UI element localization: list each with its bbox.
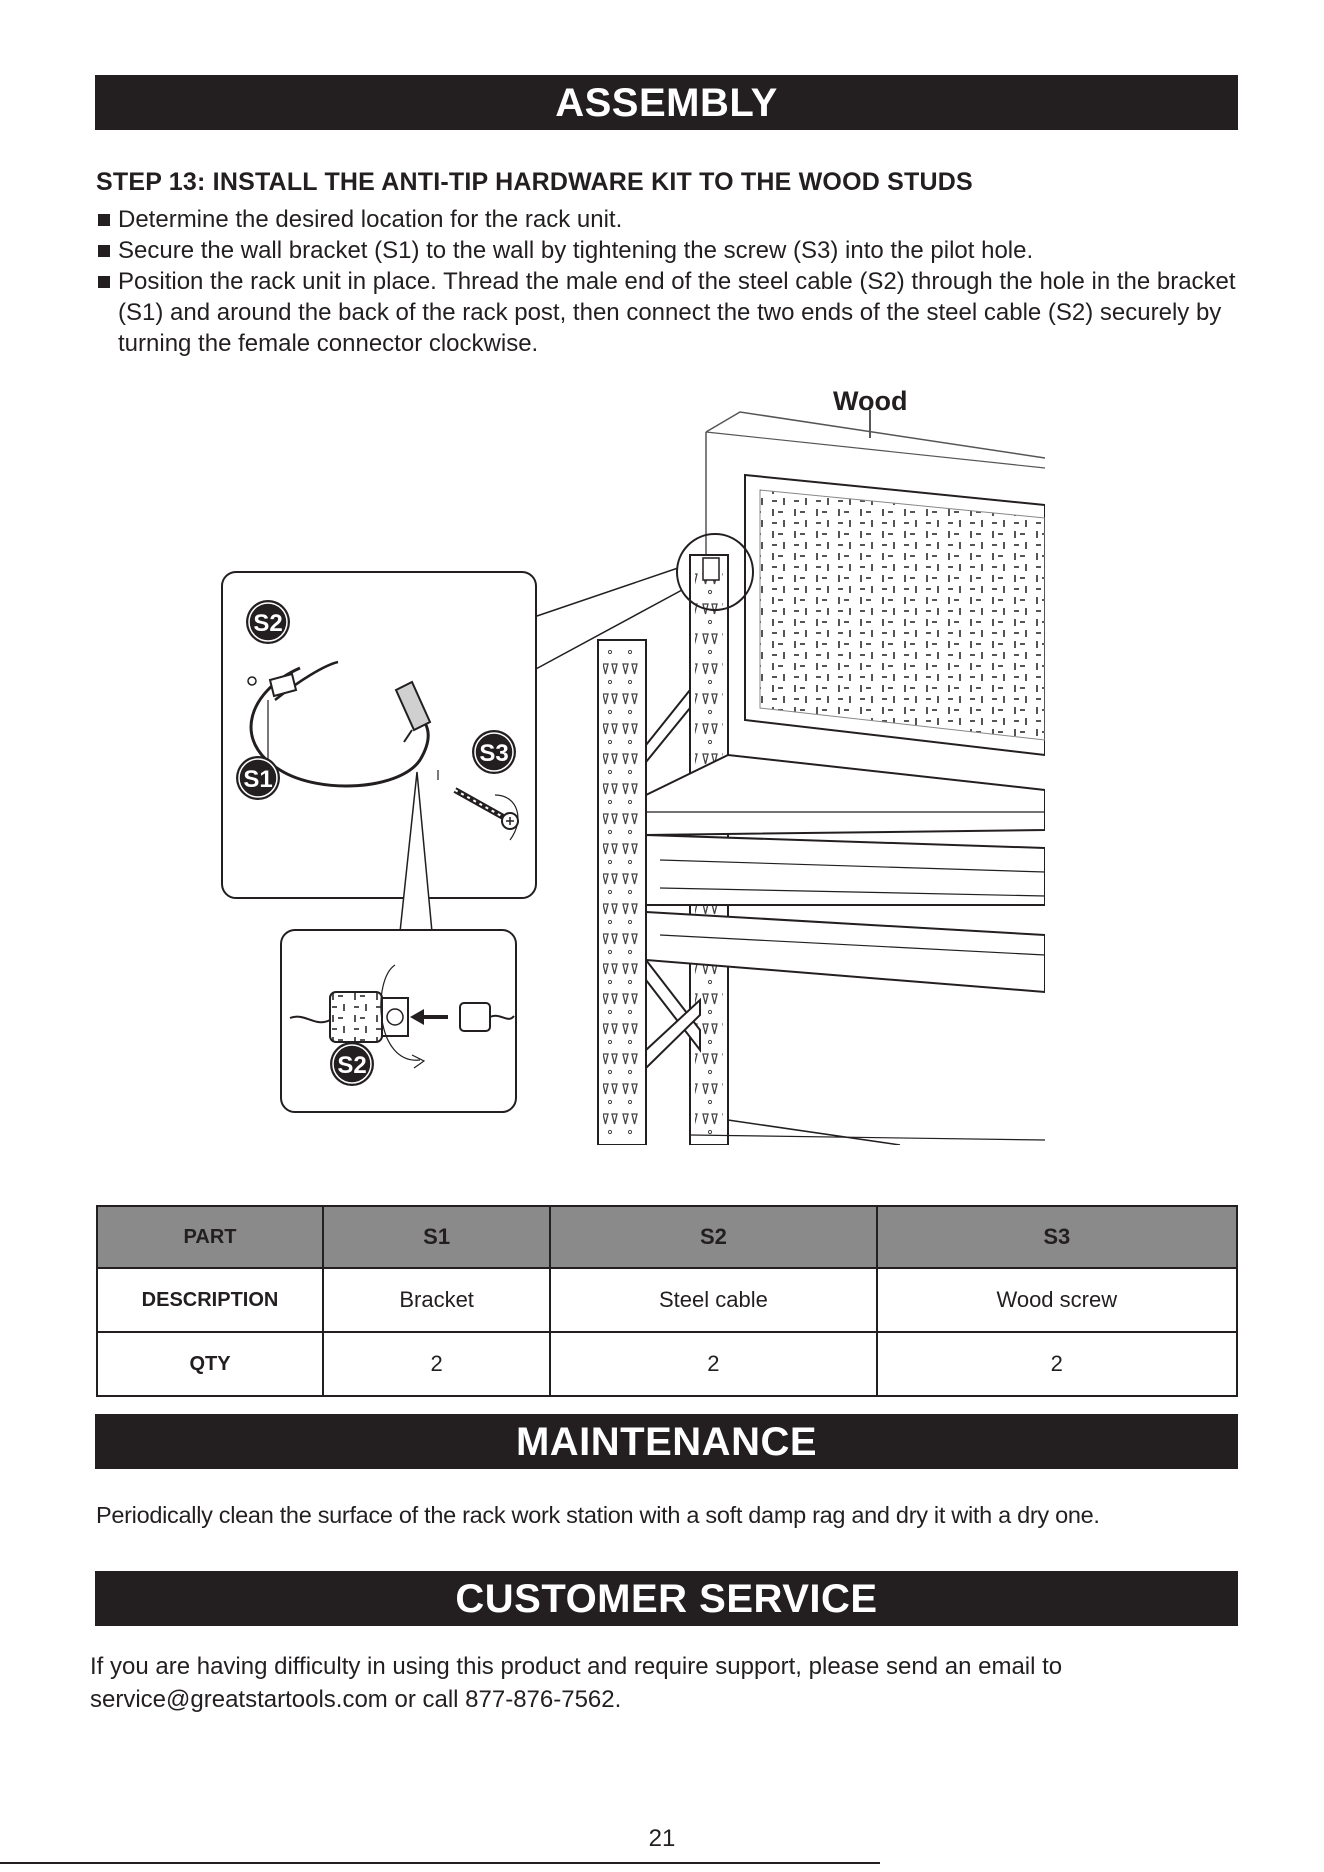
badge-s3 <box>472 730 516 774</box>
instruction-text: Determine the desired location for the rack unit. <box>118 206 623 233</box>
table-header-cell: S3 <box>877 1206 1237 1268</box>
table-cell: 2 <box>550 1332 876 1396</box>
badge-label: S2 <box>337 1052 367 1079</box>
table-cell: 2 <box>323 1332 550 1396</box>
table-row <box>97 1332 1237 1396</box>
parts-table <box>96 1205 1238 1397</box>
table-cell: Bracket <box>323 1268 550 1332</box>
assembly-banner: ASSEMBLY <box>95 75 1238 130</box>
badge-s2-top <box>246 600 290 644</box>
table-cell: Wood screw <box>877 1268 1237 1332</box>
customer-service-text: If you are having difficulty in using this product and require support, please send an email to service@greatstartools.com or call 877-876-7562. <box>90 1653 1063 1713</box>
table-row-label: DESCRIPTION <box>97 1268 323 1332</box>
table-row <box>97 1268 1237 1332</box>
connector-detail-callout <box>281 930 516 1112</box>
badge-s2-bottom <box>330 1042 374 1086</box>
table-header-cell: S1 <box>323 1206 550 1268</box>
badge-label: S3 <box>479 740 509 767</box>
badge-label: S1 <box>243 766 273 793</box>
step-title: STEP 13: INSTALL THE ANTI-TIP HARDWARE KIT TO THE WOOD STUDS <box>96 168 973 196</box>
bottom-rule <box>0 1862 880 1864</box>
page-number: 21 <box>648 1825 676 1852</box>
table-header-cell: PART <box>97 1206 323 1268</box>
instruction-text: Position the rack unit in place. Thread the male end of the steel cable (S2) through the hole in the bracket (S1) and around the back of the rack post, then connect the two ends of the steel cable (S2) securely by turning the female connector clockwise. <box>118 268 1236 357</box>
maintenance-text: Periodically clean the surface of the rack work station with a soft damp rag and dry it with a dry one. <box>96 1502 1100 1528</box>
maintenance-banner: MAINTENANCE <box>95 1414 1238 1469</box>
pegboard-panel <box>745 475 1045 755</box>
table-cell: Steel cable <box>550 1268 876 1332</box>
customer-service-banner: CUSTOMER SERVICE <box>95 1571 1238 1626</box>
badge-label: S2 <box>253 610 283 637</box>
table-cell: 2 <box>877 1332 1237 1396</box>
badge-s1 <box>236 756 280 800</box>
instruction-text: Secure the wall bracket (S1) to the wall by tightening the screw (S3) into the pilot hole. <box>118 237 1034 264</box>
wood-label: Wood <box>833 386 908 416</box>
table-header-row <box>97 1206 1237 1268</box>
table-row-label: QTY <box>97 1332 323 1396</box>
table-header-cell: S2 <box>550 1206 876 1268</box>
